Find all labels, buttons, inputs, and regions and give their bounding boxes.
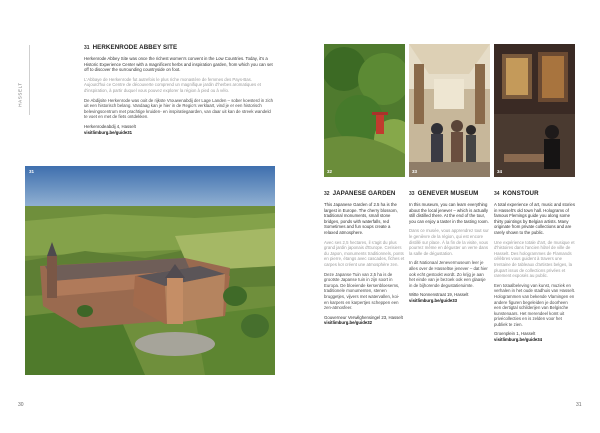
abbey-aerial-photo xyxy=(25,166,275,375)
museum-photo-tag: 33 xyxy=(412,169,418,174)
intro-section xyxy=(84,44,274,135)
garden-photo-tag: 32 xyxy=(327,169,333,174)
konstour-photo xyxy=(494,44,575,177)
page-number-right: 31 xyxy=(576,402,582,408)
genever-museum-text-en: In this museum, you can learn everything about the local jenever – which is actually still distilled there. At the end of the tour, you can enjoy a taster in the tasting room. xyxy=(409,202,489,224)
genever-museum-number: 33 xyxy=(409,191,415,197)
konstour-heading xyxy=(494,190,575,197)
konstour-title: KONSTOUR xyxy=(502,190,539,197)
konstour-text-nl: Een totaalbeleving van kunst, muziek en verhalen in het oude stadhuis van Hasselt. Hologrammen van bekende Vlamingen en andere figuren begeleiden je doorheen een dertigtal schilderijen van Belgische kunstenaars. Het merendeel komt uit privécollecties en is zelden voor het publiek te zien. xyxy=(494,282,575,327)
japanese-garden-text-en: This Japanese Garden of 2.5 ha is the largest in Europe. The cherry blossom, traditional monuments, small stone bridges, ponds with waterfalls, red Sometimes and fun soups create a relaxed atmosphere. xyxy=(324,202,398,235)
japanese-garden-text-fr: Avec ses 2,5 hectares, il s'agit du plus grand jardin japonais d'Europe. Cerisiers du Japon, monuments traditionnels, ponts en pierre, étangs avec cascades, fiches et carpes koï créent une atmosphère zen. xyxy=(324,239,405,267)
konstour-number: 34 xyxy=(494,191,500,197)
side-label: HASSELT xyxy=(17,82,23,107)
japanese-garden-title: JAPANESE GARDEN xyxy=(332,190,396,197)
intro-text-fr: L'Abbaye de Herkenrode fut autrefois le plus riche monastère de femmes des Pays-Bas. Aujourd'hui ce Centre de découverte comprend un magnifique jardin d'herbes aromatiques et d'inspiration, à partir duquel vous pouvez explorer la région à pied ou à vélo. xyxy=(84,76,261,93)
genever-museum-title: GENEVER MUSEUM xyxy=(417,190,479,197)
section-konstour xyxy=(494,190,575,343)
section-japanese-garden xyxy=(324,190,405,326)
intro-text-en: Herkenrode Abbey Site was once the richest women's convent in the Low Countries. Today, it's a Historic Experience Center with a magnificent herbs and inspiration garden, from which you can set off to discover the surrounding countryside on foot. xyxy=(84,56,273,73)
intro-number: 31 xyxy=(84,45,90,51)
japanese-garden-address: Gouverneur Verwilghensingel 23, Hasselt xyxy=(324,314,403,320)
japanese-garden-photo xyxy=(324,44,405,177)
japanese-garden-text-nl: Deze Japanse Tuin van 2,5 ha is de grootste Japanse tuin in zijn soort in Europa. De bloeiende kersenbloesems, traditionele monumenten, stenen bruggetjes, vijvers met watervallen, koi- en karpers en karpertjes scheppen een zen-atmosfeer. xyxy=(324,271,400,311)
genever-museum-address: Witte Nonnenstraat 19, Hasselt xyxy=(409,292,469,298)
intro-link[interactable]: visitlimburg.be/guide31 xyxy=(84,129,132,135)
divider xyxy=(29,45,30,115)
intro-title: HERKENRODE ABBEY SITE xyxy=(92,44,178,51)
konstour-photo-tag: 34 xyxy=(497,169,503,174)
konstour-link[interactable]: visitlimburg.be/guide34 xyxy=(494,337,542,343)
genever-museum-photo xyxy=(409,44,490,177)
genever-museum-text-nl: In dit Nationaal Jenevermuseum leer je alles over de Hasseltse jenever – dat hier ook echt gestookt wordt. Zo krijg je aan het einde van je bezoek ook een glaasje in de bijhorende degustatieruimte. xyxy=(409,260,488,288)
section-genever-museum xyxy=(409,190,490,304)
genever-museum-text-fr: Dans ce musée, vous apprendrez tout sur le genièvre de la région, qui est encore distillé sur place. À la fin de la visite, vous pourrez même en déguster un verre dans la salle de dégustation. xyxy=(409,228,489,256)
japanese-garden-heading xyxy=(324,190,405,197)
aerial-photo-tag: 31 xyxy=(29,169,35,174)
japanese-garden-number: 32 xyxy=(324,191,330,197)
intro-address: Herkenrodeabdij 4, Hasselt xyxy=(84,123,136,129)
konstour-address: Groenplein 1, Hasselt xyxy=(494,331,536,337)
genever-museum-link[interactable]: visitlimburg.be/guide33 xyxy=(409,297,457,303)
japanese-garden-link[interactable]: visitlimburg.be/guide32 xyxy=(324,320,372,326)
konstour-text-en: A total experience of art, music and stories in Hasselt's old town hall. Holograms of famous Flemings guide you along some thirty paintings by Belgian artists. Many originate from private collections and are rarely shown to the public. xyxy=(494,202,575,235)
genever-museum-heading xyxy=(409,190,490,197)
intro-heading xyxy=(84,44,274,51)
intro-text-nl: De Abdijsite Herkenrode was ooit de rijkste Vrouwenabdij der Lage Landen – sober koesterd in zich uit een historisch belang. Vandaag kan je hier in de Regio's verklaart, vind je er een historisch belevingscentrum met prachtige kruiden- en inspiratiegaarden, van daar uit kan de streek wandeld te voet en met de fiets ontdekken. xyxy=(84,97,274,120)
page-number-left: 30 xyxy=(18,402,24,408)
konstour-text-fr: Une expérience totale d'art, de musique et d'histoires dans l'ancien hôtel de ville de Hasselt. Des hologrammes de Flamands célèbres vous guident à travers une trentaine de tableaux d'artistes belges, la plupart issus de collections privées et rarement exposés au public. xyxy=(494,239,575,279)
